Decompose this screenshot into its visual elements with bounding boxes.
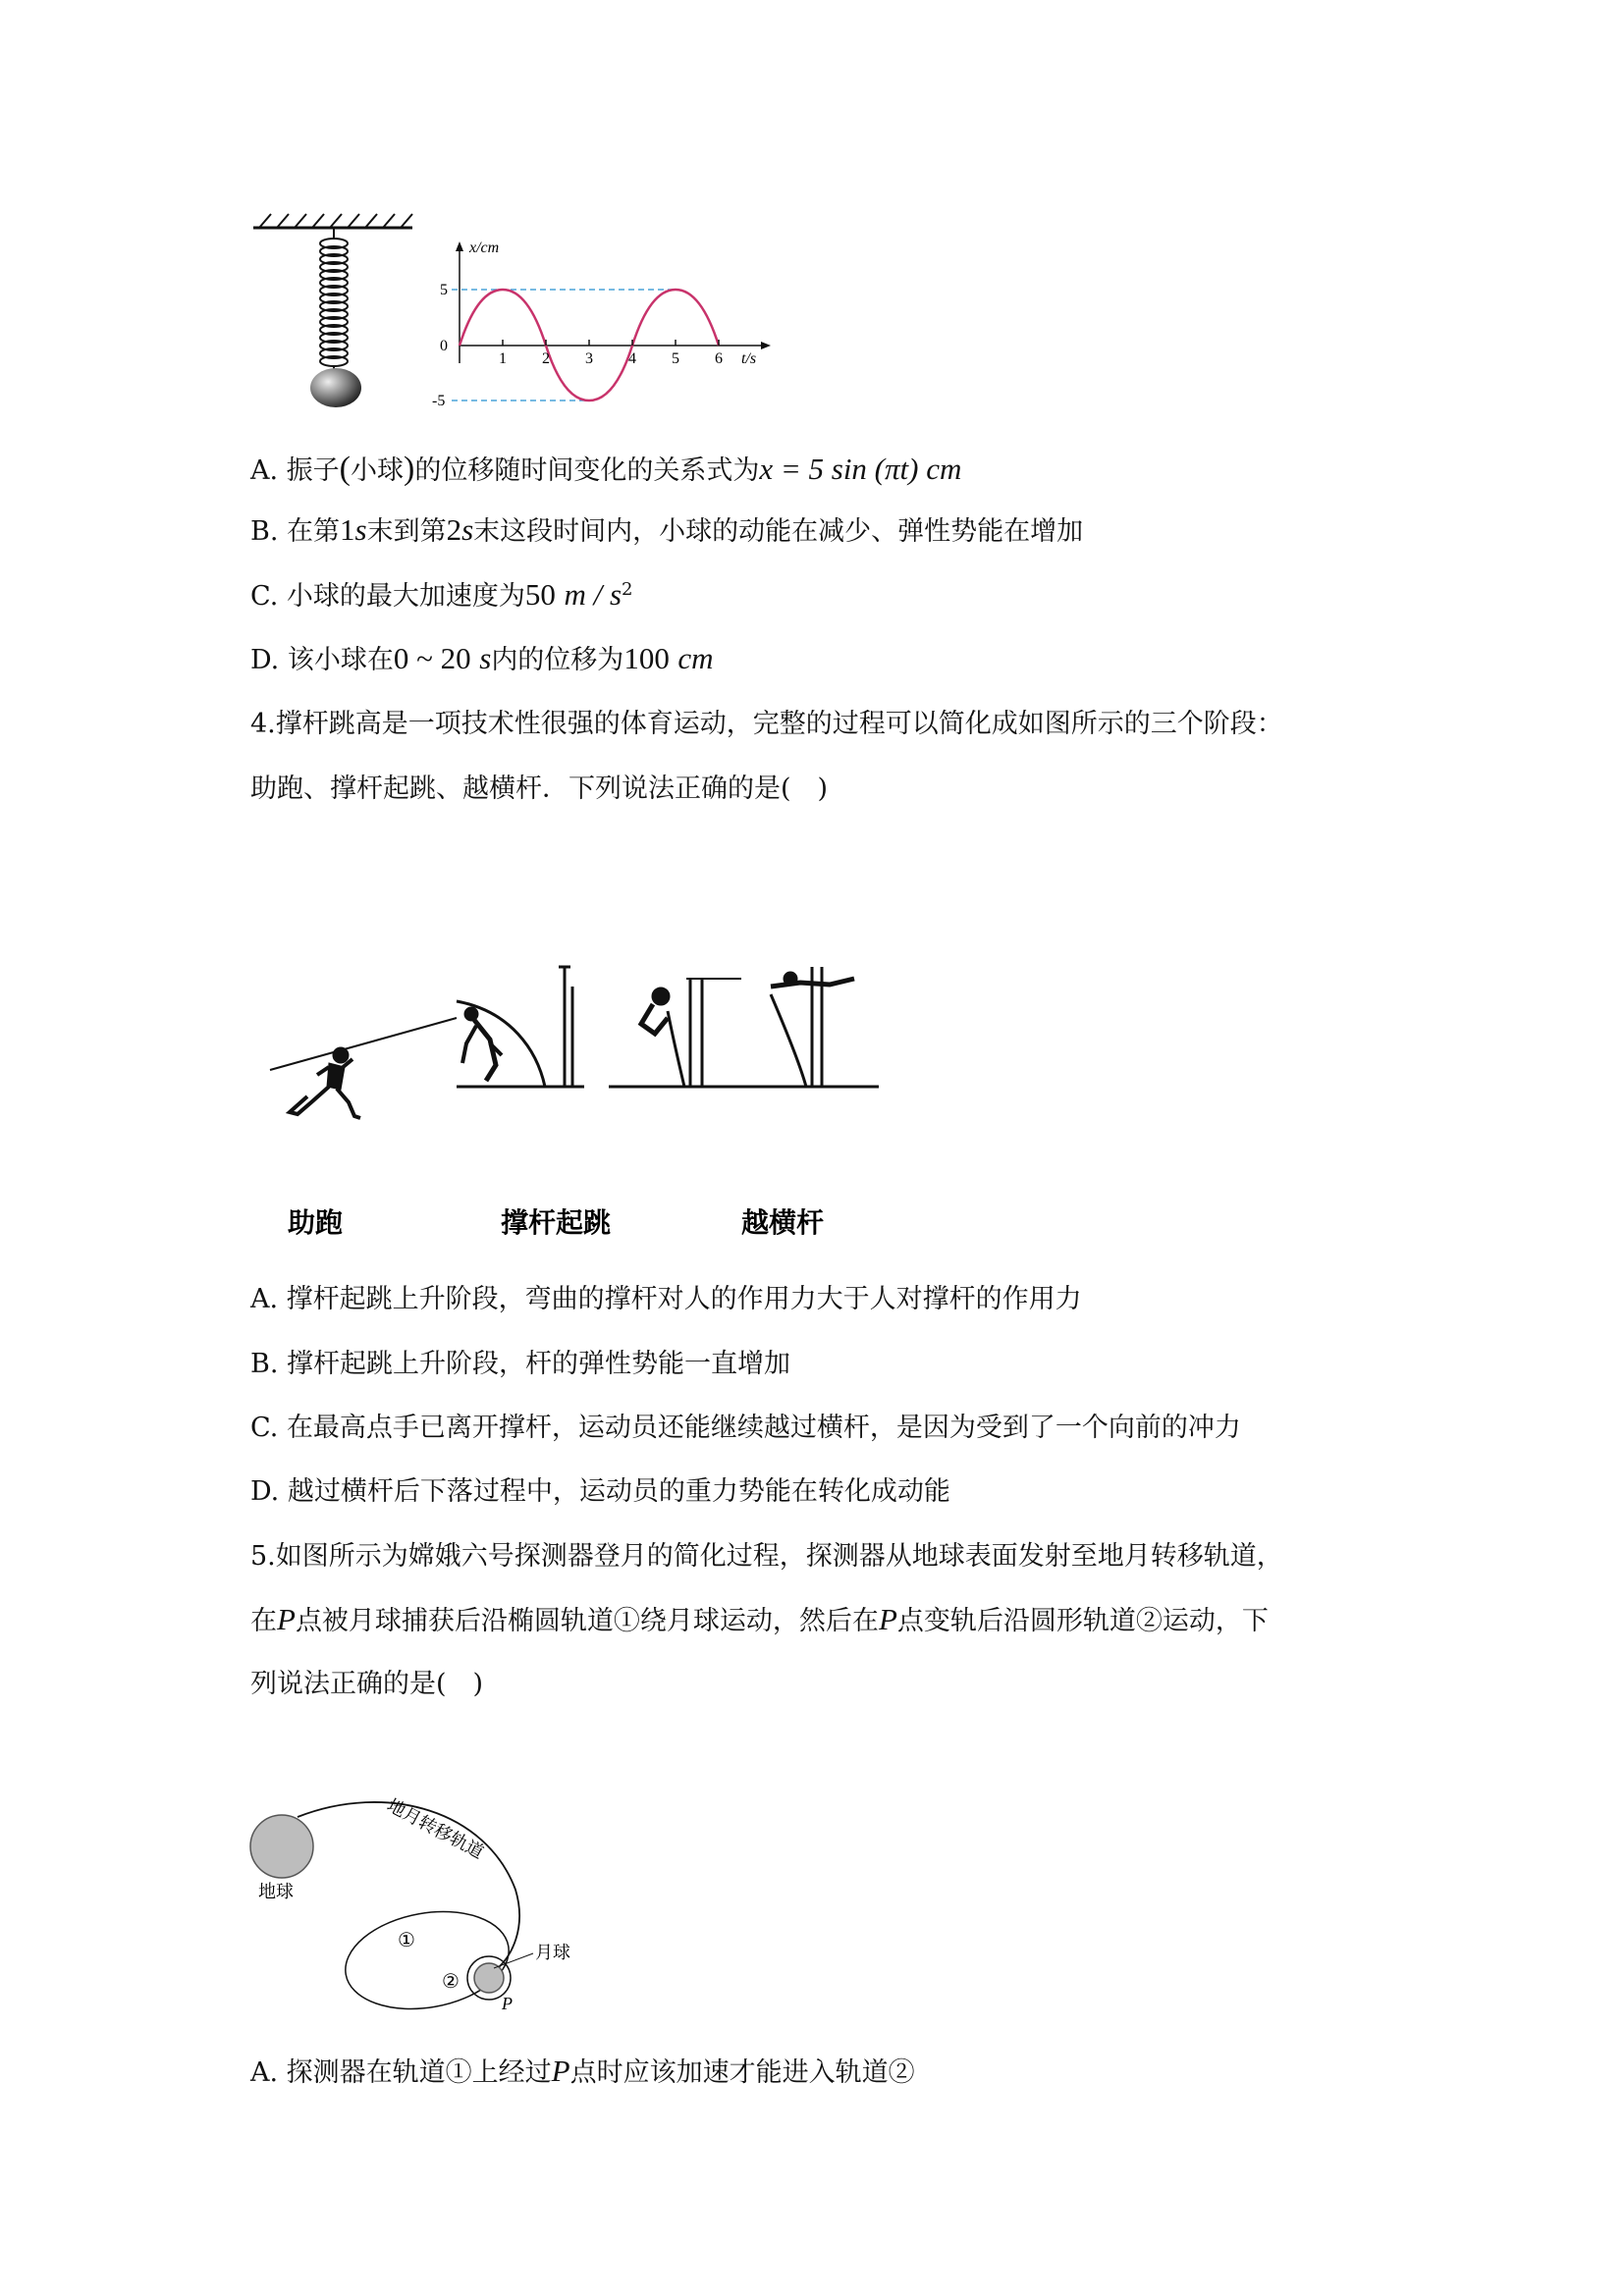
pole-vault-figure	[250, 957, 928, 1242]
runner-sketch	[250, 1018, 457, 1124]
y-tick: 5	[440, 282, 448, 298]
spring	[320, 228, 348, 375]
transfer-orbit-label: 地月转移轨道	[383, 1794, 487, 1864]
x-tick: 2	[542, 350, 550, 367]
x-tick: 4	[628, 350, 636, 367]
x-tick: 3	[585, 350, 593, 367]
displacement-time-graph	[432, 240, 771, 409]
y-axis-label: x/cm	[469, 240, 500, 256]
q3-option-b: B. 在第1s末到第2s末这段时间内，小球的动能在减少、弹性势能在增加	[250, 512, 1084, 547]
x-axis-label: t/s	[741, 350, 757, 367]
q4-option-d: D. 越过横杆后下落过程中，运动员的重力势能在转化成动能	[250, 1476, 950, 1507]
q3-option-c: C. 小球的最大加速度为50 m / $s^2$	[250, 577, 633, 612]
q4-option-a: A. 撑杆起跳上升阶段，弯曲的撑杆对人的作用力大于人对撑杆的作用力	[250, 1284, 1082, 1314]
earth-label: 地球	[258, 1882, 294, 1902]
caption-takeoff: 撑杆起跳	[501, 1206, 612, 1239]
caption-bar-clearance: 越横杆	[741, 1206, 825, 1239]
spring-oscillator-figure	[245, 206, 776, 417]
q5-stem-line3: 列说法正确的是( )	[250, 1669, 484, 1699]
x-tick: 5	[672, 350, 679, 367]
caption-run-up: 助跑	[288, 1206, 344, 1239]
q5-option-a: A. 探测器在轨道①上经过P点时应该加速才能进入轨道②	[250, 2054, 915, 2088]
orbit-1-label: ①	[398, 1928, 415, 1951]
y-tick: -5	[432, 393, 446, 409]
point-p-label: P	[502, 1994, 513, 2012]
ball	[310, 368, 361, 407]
takeoff-sketch	[457, 967, 584, 1087]
y-tick: 0	[440, 338, 448, 354]
q4-stem-line1: 4.撑杆跳高是一项技术性很强的体育运动，完整的过程可以简化成如图所示的三个阶段：	[250, 709, 1283, 739]
q4-stem-line2: 助跑、撑杆起跳、越横杆．下列说法正确的是( )	[250, 774, 829, 804]
formula: x = 5 sin (πt) cm	[759, 452, 962, 486]
x-tick: 1	[499, 350, 507, 367]
lunar-orbit-figure	[241, 1791, 614, 2012]
orbit-2-label: ②	[442, 1969, 460, 1993]
moon	[474, 1963, 504, 1993]
moon-label: 月球	[535, 1943, 570, 1963]
x-tick: 6	[715, 350, 723, 367]
earth	[250, 1815, 313, 1878]
q4-option-c: C. 在最高点手已离开撑杆，运动员还能继续越过横杆，是因为受到了一个向前的冲力	[250, 1413, 1241, 1443]
q5-stem-line1: 5.如图所示为嫦娥六号探测器登月的简化过程，探测器从地球表面发射至地月转移轨道，	[250, 1541, 1283, 1572]
q3-option-d: D. 该小球在0 ~ 20 s内的位移为100 cm	[250, 641, 714, 675]
bar-clearance-sketch	[609, 967, 879, 1087]
q4-option-b: B. 撑杆起跳上升阶段，杆的弹性势能一直增加	[250, 1349, 791, 1379]
q3-option-a: A. 振子(小球)的位移随时间变化的关系式为x = 5 sin (πt) cm	[250, 451, 962, 487]
q5-stem-line2: 在P点被月球捕获后沿椭圆轨道①绕月球运动，然后在P点变轨后沿圆形轨道②运动，下	[250, 1602, 1269, 1636]
